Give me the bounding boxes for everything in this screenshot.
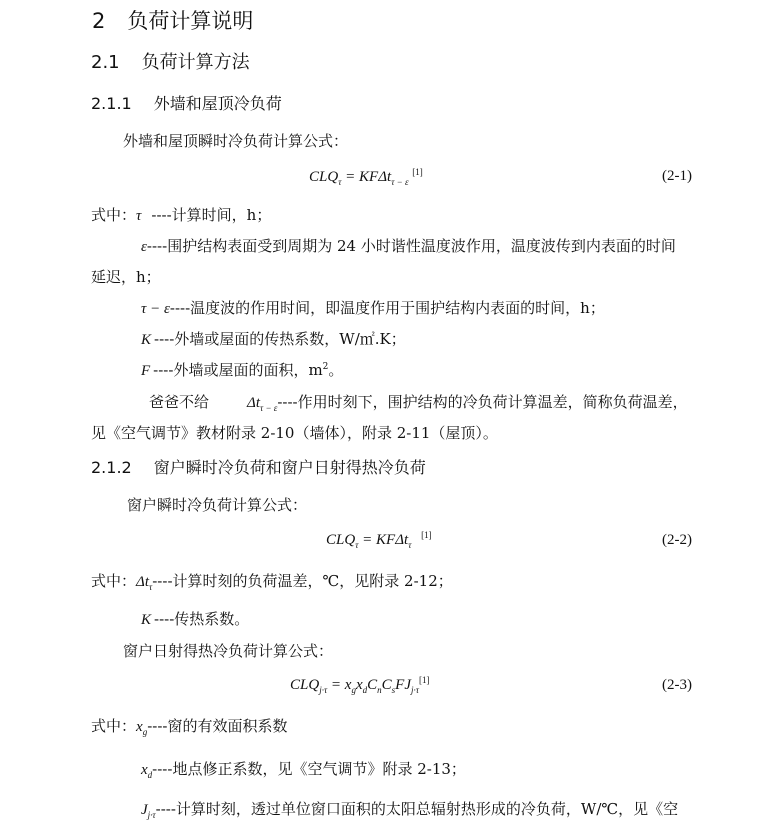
heading-2-1-2-number: 2.1.2 [91, 458, 132, 477]
symbol-k: K [141, 612, 152, 628]
formula-2-1-lhs-sub: τ [338, 177, 342, 187]
definition-line-xd [141, 760, 466, 779]
heading-2-title: 负荷计算方法 [141, 52, 250, 73]
definition-text: ----外墙或屋面的传热系数，W/㎡.K； [154, 330, 406, 348]
stray-text: 爸爸不给 [149, 393, 210, 411]
formula-2-3: $CLQ_{j\cdot\tau} = x_gx_dC_nC_sFJ_{j\cdot\tau}[1]$ [290, 675, 430, 695]
heading-2-1-1-number: 2.1.1 [91, 94, 132, 113]
definition-text: ----作用时刻下，围护结构的冷负荷计算温差，简称负荷温差， [277, 393, 688, 411]
definition-line-delta-t [149, 393, 688, 412]
symbol-j-sub: j·τ [147, 810, 156, 820]
symbol-f: F [141, 363, 151, 379]
symbol-delta-t-sub: τ [149, 582, 153, 592]
formula-2-2-rhs-sub: τ [408, 540, 412, 550]
formula-2-3-citation: [1] [418, 675, 430, 685]
symbol-xg: x [136, 719, 143, 735]
definition-line-tau-minus-epsilon [141, 299, 605, 318]
symbol-xd: x [141, 762, 148, 778]
definition-text: ----窗的有效面积系数 [147, 717, 288, 735]
definition-line-k [141, 330, 406, 349]
heading-1-number: 2 [92, 9, 106, 33]
heading-level-1 [92, 8, 253, 34]
where-label: 式中： [91, 206, 137, 224]
formula-2-3-rhs-end: FJ [395, 677, 411, 693]
symbol-k: K [141, 332, 152, 348]
definition-text: ----外墙或屋面的面积，m [153, 361, 323, 379]
definition-line-xg [91, 717, 287, 736]
formula-2-3-rhs-sub: j·τ [411, 685, 419, 695]
heading-1-title: 负荷计算说明 [127, 9, 254, 33]
formula-2-3-rhs-start: = x [327, 677, 352, 693]
where-label: 式中： [91, 572, 137, 590]
definition-text: ----计算时刻的负荷温差，℃，见附录 2-12； [152, 572, 453, 590]
definition-line-reference: 见《空气调节》教材附录 2-10（墙体），附录 2-11（屋顶）。 [91, 424, 498, 442]
formula-2-2-rhs: = KFΔt [358, 532, 409, 548]
formula-2-2-lhs-sub: τ [355, 540, 359, 550]
definition-line-j [141, 800, 678, 819]
paragraph-intro-window-solar: 窗户日射得热冷负荷计算公式： [123, 642, 334, 660]
symbol-delta-t-sub: τ − ε [260, 403, 278, 413]
formula-2-1 [309, 168, 423, 186]
formula-2-2-number: (2-2) [662, 532, 692, 548]
heading-2-1-2 [91, 458, 426, 478]
definition-tail: 。 [328, 361, 344, 379]
formula-2-1-number: (2-1) [662, 168, 692, 184]
definition-text: ----围护结构表面受到周期为 24 小时谐性温度波作用，温度波传到内表面的时间 [146, 237, 676, 255]
symbol-tau: τ [136, 208, 142, 224]
formula-2-2 [326, 531, 432, 549]
heading-2-1-2-title: 窗户瞬时冷负荷和窗户日射得热冷负荷 [153, 458, 426, 477]
superscript-2: 2 [322, 362, 329, 372]
definition-line-tau [91, 206, 271, 225]
definition-line-delta-t-tau [91, 572, 453, 591]
definition-text: ----温度波的作用时间，即温度作用于围护结构内表面的时间，h； [169, 299, 605, 317]
formula-2-1-citation: [1] [412, 167, 423, 177]
formula-2-3-lhs-sub: j·τ [319, 685, 328, 695]
formula-2-1-rhs-sub: τ − ε [391, 177, 409, 187]
symbol-delta-t: Δt [247, 395, 260, 411]
symbol-tau-minus-epsilon: τ − ε [141, 301, 170, 317]
formula-2-2-citation: [1] [421, 530, 432, 540]
symbol-xg-sub: g [142, 727, 148, 737]
definition-text: ----地点修正系数，见《空气调节》附录 2-13； [152, 760, 466, 778]
definition-line-f [141, 361, 343, 380]
definition-line-k2 [141, 610, 249, 629]
formula-2-3-number: (2-3) [662, 677, 692, 693]
where-label: 式中： [91, 717, 137, 735]
paragraph-intro-window-transient: 窗户瞬时冷负荷计算公式： [127, 496, 308, 514]
paragraph-intro-2-1-1: 外墙和屋顶瞬时冷负荷计算公式： [123, 132, 349, 150]
heading-level-2 [91, 52, 250, 74]
definition-line-continuation: 延迟，h； [91, 268, 161, 286]
definition-text: ----传热系数。 [154, 610, 250, 628]
formula-2-2-lhs: CLQ [326, 532, 356, 548]
formula-2-1-lhs: CLQ [309, 169, 339, 185]
heading-2-1-1-title: 外墙和屋顶冷负荷 [153, 94, 282, 113]
symbol-epsilon: ε [141, 239, 147, 255]
symbol-delta-t: Δt [136, 574, 149, 590]
definition-line-epsilon [141, 237, 676, 256]
formula-2-3-lhs: CLQ [290, 677, 320, 693]
heading-2-1-1 [91, 94, 282, 114]
symbol-j: J [141, 802, 148, 818]
heading-2-number: 2.1 [91, 52, 120, 73]
symbol-xd-sub: d [147, 770, 153, 780]
definition-text: ----计算时间，h； [151, 206, 272, 224]
formula-2-1-rhs: = KFΔt [341, 169, 392, 185]
definition-text: ----计算时刻，透过单位窗口面积的太阳总辐射热形成的冷负荷，W/℃，见《空 [155, 800, 679, 818]
